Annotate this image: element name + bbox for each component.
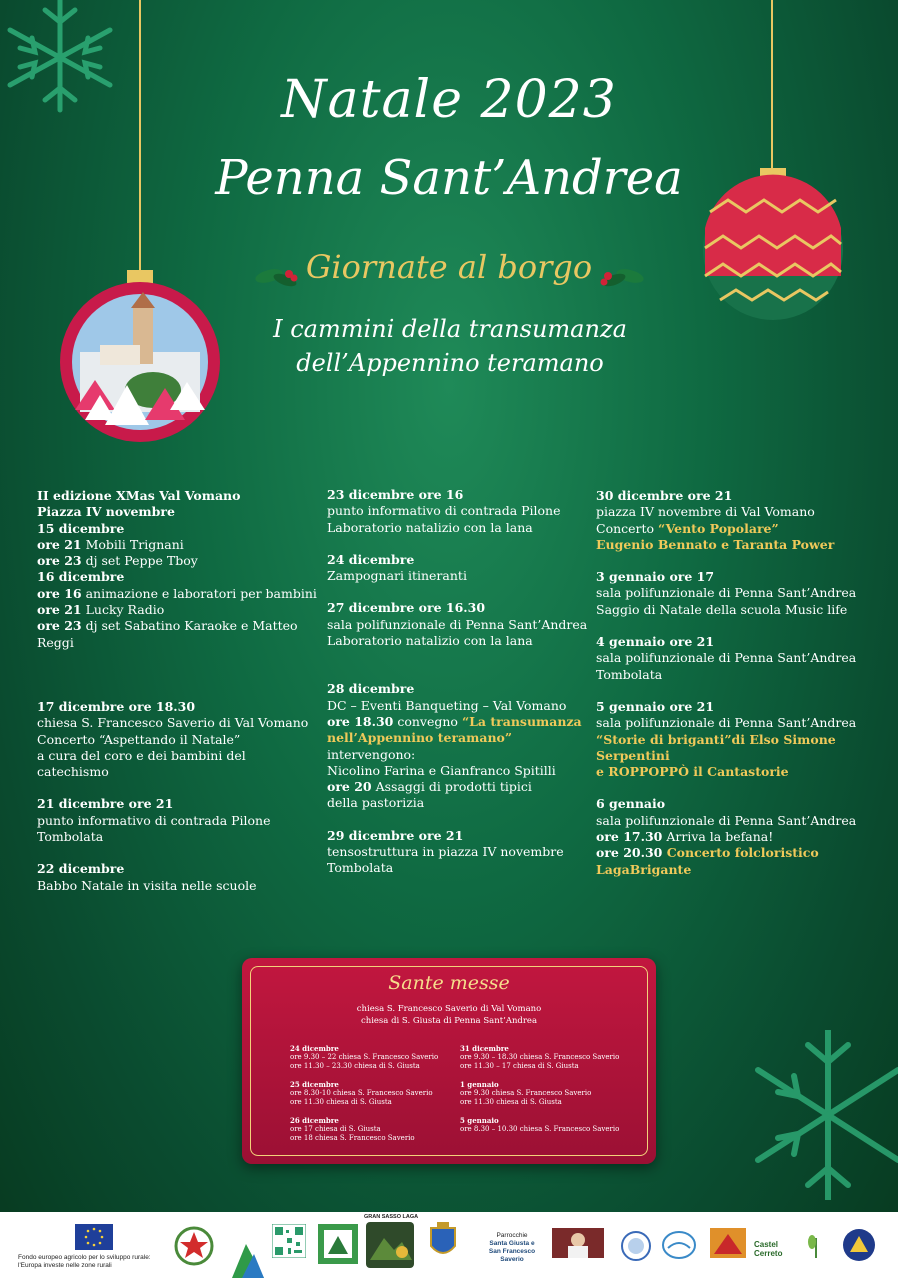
event-heading: 5 gennaio ore 21 xyxy=(596,698,715,714)
event-24-dicembre xyxy=(327,552,592,585)
program-column-1 xyxy=(37,488,322,910)
event-date: 16 dicembre xyxy=(37,569,125,585)
event-line: Tombolata xyxy=(596,666,663,682)
event-line: punto informativo di contrada Pilone xyxy=(327,503,561,519)
association-logo-2-icon xyxy=(662,1230,696,1260)
event-27-dicembre xyxy=(327,600,592,649)
masses-left-column xyxy=(290,1044,460,1152)
event-29-dicembre xyxy=(327,828,592,877)
eu-caption: Fondo europeo agricolo per lo sviluppo rurale: l'Europa investe nelle zone rurali xyxy=(18,1254,151,1269)
event-line: sala polifunzionale di Penna Sant’Andrea xyxy=(327,616,588,632)
subtitle: Giornate al borgo xyxy=(305,248,593,286)
event-line: Laboratorio natalizio con la lana xyxy=(327,633,533,649)
event-heading: 22 dicembre xyxy=(37,861,125,877)
event-line: intervengono: xyxy=(327,746,416,762)
municipality-crest-icon xyxy=(428,1222,458,1262)
event-line: Tombolata xyxy=(37,829,104,845)
event-line: Eugenio Bennato e Taranta Power xyxy=(596,536,835,552)
event-6-gennaio xyxy=(596,796,886,877)
event-line: Nicolino Farina e Gianfranco Spitilli xyxy=(327,762,556,778)
event-21-dicembre xyxy=(37,796,322,845)
event-heading: 30 dicembre ore 21 xyxy=(596,488,733,503)
mass-date: 26 dicembre xyxy=(290,1116,339,1125)
event-23-dicembre xyxy=(327,487,592,536)
mass-line: ore 9.30 – 22 chiesa S. Francesco Saverio xyxy=(290,1053,439,1061)
event-line: ore 20 Assaggi di prodotti tipici xyxy=(327,779,532,795)
mass-day xyxy=(460,1080,640,1107)
event-heading: Piazza IV novembre xyxy=(37,504,175,520)
program-column-3 xyxy=(596,488,886,894)
event-5-gennaio xyxy=(596,699,886,780)
title-line-1: Natale 2023 xyxy=(281,70,617,130)
leader-logo-icon xyxy=(318,1224,358,1264)
event-line: ore 20.30 Concerto folcloristico xyxy=(596,845,819,861)
event-heading: 24 dicembre xyxy=(327,551,415,567)
mass-day xyxy=(290,1044,460,1071)
event-line: sala polifunzionale di Penna Sant’Andrea xyxy=(596,812,857,828)
event-line: ore 23 dj set Sabatino Karaoke e Matteo xyxy=(37,618,298,634)
portrait-logo-icon xyxy=(552,1228,604,1258)
event-22-dicembre xyxy=(37,861,322,894)
event-line: ore 21 Lucky Radio xyxy=(37,602,165,618)
event-heading: 23 dicembre ore 16 xyxy=(327,487,464,502)
italian-republic-emblem-icon xyxy=(174,1224,214,1268)
mass-line: ore 11.30 chiesa di S. Giusta xyxy=(290,1098,392,1106)
mass-line: ore 17 chiesa di S. Giusta xyxy=(290,1125,381,1133)
castel-cerreto-label: Castel Cerreto xyxy=(754,1240,783,1258)
event-line: e ROPPOPPÒ il Cantastorie xyxy=(596,764,789,780)
event-line: Serpentini xyxy=(596,747,670,763)
event-28-dicembre xyxy=(327,681,592,811)
eu-flag-icon xyxy=(75,1224,113,1250)
snowflake-bottom-right-icon xyxy=(748,1030,898,1200)
event-line: Reggi xyxy=(37,634,74,650)
mass-day xyxy=(290,1080,460,1107)
mass-day xyxy=(460,1044,640,1071)
association-logo-3-icon xyxy=(710,1228,746,1258)
event-line: “Storie di briganti”di Elso Simone xyxy=(596,731,836,747)
event-heading: 27 dicembre ore 16.30 xyxy=(327,600,486,616)
event-line: sala polifunzionale di Penna Sant’Andrea xyxy=(596,715,857,731)
event-heading: 29 dicembre ore 21 xyxy=(327,827,464,843)
sponsor-logos-bar xyxy=(0,1212,898,1280)
event-heading: II edizione XMas Val Vomano xyxy=(37,488,241,503)
event-heading: 6 gennaio xyxy=(596,796,666,812)
event-line: Laboratorio natalizio con la lana xyxy=(327,519,533,535)
mass-line: ore 11.30 – 23.30 chiesa di S. Giusta xyxy=(290,1062,420,1070)
event-line: Tombolata xyxy=(327,860,394,876)
mass-line: ore 18 chiesa S. Francesco Saverio xyxy=(290,1134,415,1142)
event-line: Zampognari itineranti xyxy=(327,568,467,584)
event-date: 15 dicembre xyxy=(37,520,125,536)
event-line: catechismo xyxy=(37,764,109,780)
event-line: Babbo Natale in visita nelle scuole xyxy=(37,877,257,893)
event-line: ore 16 animazione e laboratori per bambini xyxy=(37,585,317,601)
association-logo-1-icon xyxy=(620,1230,652,1262)
event-xmas-val-vomano xyxy=(37,488,322,651)
gal-label: GRAN SASSO LAGA xyxy=(364,1214,419,1220)
masses-church-2: chiesa di S. Giusta di Penna Sant’Andrea xyxy=(360,1016,538,1026)
mass-line: ore 8.30-10 chiesa S. Francesco Saverio xyxy=(290,1089,433,1097)
mass-day xyxy=(290,1116,460,1143)
tagline-line-1: I cammini della transumanza xyxy=(273,315,627,343)
mass-line: ore 8.30 – 10.30 chiesa S. Francesco Saverio xyxy=(460,1125,620,1133)
event-line: punto informativo di contrada Pilone xyxy=(37,812,271,828)
mass-line: ore 9.30 – 18.30 chiesa S. Francesco Saverio xyxy=(460,1053,620,1061)
event-4-gennaio xyxy=(596,634,886,683)
event-line: ore 17.30 Arriva la befana! xyxy=(596,829,774,845)
event-line: piazza IV novembre di Val Vomano xyxy=(596,504,815,520)
title-line-2: Penna Sant’Andrea xyxy=(215,150,683,206)
event-line: Saggio di Natale della scuola Music life xyxy=(596,601,848,617)
ornament-village-icon xyxy=(55,0,225,450)
masses-church-1: chiesa S. Francesco Saverio di Val Vomano xyxy=(356,1004,542,1014)
masses-title: Sante messe xyxy=(388,972,510,994)
event-line: della pastorizia xyxy=(327,795,425,811)
parish-label: Parrocchie Santa Giusta e San Francesco Saverio xyxy=(488,1232,536,1263)
plant-logo-icon xyxy=(806,1230,826,1260)
mass-date: 25 dicembre xyxy=(290,1080,339,1089)
mass-line: ore 11.30 chiesa di S. Giusta xyxy=(460,1098,562,1106)
event-line: DC – Eventi Banqueting – Val Vomano xyxy=(327,697,567,713)
masses-right-column xyxy=(460,1044,640,1143)
region-logo-icon xyxy=(232,1234,264,1278)
mass-line: ore 11.30 – 17 chiesa di S. Giusta xyxy=(460,1062,579,1070)
tagline xyxy=(220,312,680,380)
program-column-2 xyxy=(327,487,592,893)
event-heading: 21 dicembre ore 21 xyxy=(37,796,174,812)
mass-date: 5 gennaio xyxy=(460,1116,499,1125)
event-line: sala polifunzionale di Penna Sant’Andrea xyxy=(596,650,857,666)
event-line: ore 18.30 convegno “La transumanza xyxy=(327,713,582,729)
event-line: nell’Appennino teramano” xyxy=(327,730,513,746)
event-line: chiesa S. Francesco Saverio di Val Vomano xyxy=(37,715,309,731)
event-line: a cura del coro e dei bambini del xyxy=(37,747,246,763)
event-heading: 17 dicembre ore 18.30 xyxy=(37,698,196,714)
event-line: sala polifunzionale di Penna Sant’Andrea xyxy=(596,585,857,601)
event-line: LagaBrigante xyxy=(596,861,692,877)
event-line: Concerto “Vento Popolare” xyxy=(596,520,779,536)
event-30-dicembre xyxy=(596,488,886,553)
event-line: tensostruttura in piazza IV novembre xyxy=(327,844,564,860)
event-17-dicembre xyxy=(37,699,322,780)
mass-day xyxy=(460,1116,640,1134)
event-line: Concerto “Aspettando il Natale” xyxy=(37,731,241,747)
mass-date: 1 gennaio xyxy=(460,1080,499,1089)
mass-line: ore 9.30 chiesa S. Francesco Saverio xyxy=(460,1089,592,1097)
qr-code-icon xyxy=(272,1224,306,1258)
event-line: ore 23 dj set Peppe Tboy xyxy=(37,553,198,569)
gal-gran-sasso-laga-logo-icon xyxy=(366,1222,414,1268)
event-heading: 28 dicembre xyxy=(327,681,415,697)
mass-date: 24 dicembre xyxy=(290,1044,339,1053)
association-logo-4-icon xyxy=(842,1228,876,1262)
event-heading: 3 gennaio ore 17 xyxy=(596,569,715,585)
event-3-gennaio xyxy=(596,569,886,618)
mass-date: 31 dicembre xyxy=(460,1044,509,1053)
masses-box xyxy=(242,958,656,1164)
event-line: ore 21 Mobili Trignani xyxy=(37,536,184,552)
event-heading: 4 gennaio ore 21 xyxy=(596,634,715,650)
tagline-line-2: dell’Appennino teramano xyxy=(296,349,604,377)
